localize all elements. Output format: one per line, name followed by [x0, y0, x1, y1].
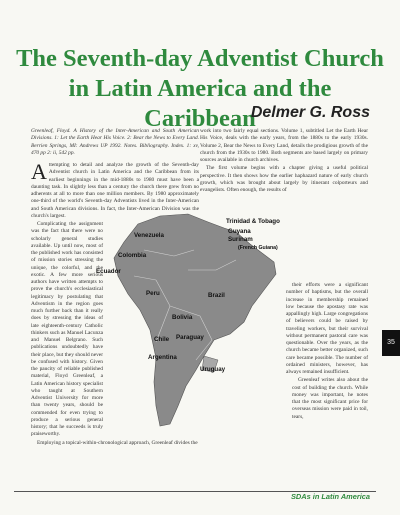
paragraph-7: Greenleaf writes also about the cost of building the church. While money was important, he notes that the most significant price for overseas mission were paid in toil, tears, [292, 377, 368, 420]
label-argentina: Argentina [148, 354, 177, 361]
paragraph-5: The first volume begins with a chapter giving a useful political perspective. It then shows how the earlier haphazard nature of early church growth, which was brought about largely by itinerant colporteurs and evangelists. Often enough, the results of [200, 165, 368, 193]
label-brazil: Brazil [208, 292, 225, 299]
paragraph-2: Complicating the assignment was the fact that there were no scholarly general studies available. Up until now, most of the published work has consisted of mission stories stressing the unique, the colorful, and the exotic. A few more serious authors have written attempts to prove the church's ecclesiastical legitimacy by postulating that Adventism in the region goes much further back than it really does by stressing the ideas of late eighteenth-century Catholic thinkers such as Manuel Lacunza and Manuel Belgrano. Such publications undoubtedly have their place, but they should never be confused with history. Given the paucity of reliable published material, Floyd Greenleaf, a Latin American history specialist who taught at Southern Adventist University for more than twenty years, should be commended for even trying to produce a serious general history; that he succeeds is truly praiseworthy. [31, 221, 103, 438]
label-bolivia: Bolivia [172, 314, 193, 321]
paragraph-1-text: ttempting to detail and analyze the growth of the Seventh-day Adventist church in Latin America and the Caribbean from its earliest beginnings in the mid-1880s to 1980 must have been a daunting task. In slightly less than a century the church there grew from no adherents at all to more than one million members. By 1980 approximately one-third of the world's Seventh-day Adventists lived in the Inter-American and South American divisions. In fact, the Inter-American Division was the church's largest. [31, 162, 199, 219]
label-venezuela: Venezuela [134, 232, 164, 239]
article-title: The Seventh-day Adventist Church in Latin America and the Caribbean [16, 45, 384, 132]
label-chile: Chile [154, 336, 170, 343]
paragraph-6: their efforts were a significant number of baptisms, but the overall increase in membership remained low because the apostasy rate was appallingly high. Large congregations of believers could be raised by traveling workers, but their survival without permanent pastoral care was questionable. Over the years, as the church became better organized, such care became possible. The number of ordained ministers, however, has always remained insufficient. [286, 282, 368, 375]
label-guyana: Guyana [228, 228, 251, 235]
label-colombia: Colombia [118, 252, 147, 259]
book-citation: Greenleaf, Floyd. A History of the Inter-American and South American Divisions. 1: Let the Earth Hear His Voice. 2: Bear the News to Every Land. Berrien Springs, MI: Andrews UP 1992. Notes. Bibliography. Index. 1: xv, 470 pp 2: ii, 542 pp. [31, 128, 199, 156]
label-uruguay: Uruguay [200, 366, 226, 373]
page-number-tab: 35 [382, 330, 400, 356]
author-byline: Delmer G. Ross [250, 104, 370, 121]
label-ecuador: Ecuador [96, 268, 121, 275]
paragraph-3: Employing a topical-within-chronological approach, Greenleaf divides the [37, 439, 198, 446]
label-surinam: Surinam [228, 236, 253, 243]
drop-cap: A [31, 159, 47, 184]
label-paraguay: Paraguay [176, 334, 204, 341]
label-trinidad: Trinidad & Tobago [226, 218, 280, 225]
wrap-column [258, 282, 368, 422]
right-column [200, 128, 368, 195]
footer-running-title: SDAs in Latin America [291, 492, 370, 501]
paragraph-4: work into two fairly equal sections. Volume 1, subtitled Let the Earth Hear His Voice, deals with the early years, from the 1880s to the early 1930s. Volume 2, Bear the News to Every Land, details the prodigious growth of the church from the 1930s to 1980. Both segments are based largely on primary sources available in church archives. [200, 128, 368, 163]
south-america-map [96, 210, 280, 428]
label-peru: Peru [146, 290, 160, 297]
label-french-guiana: (French Guiana) [238, 245, 278, 251]
